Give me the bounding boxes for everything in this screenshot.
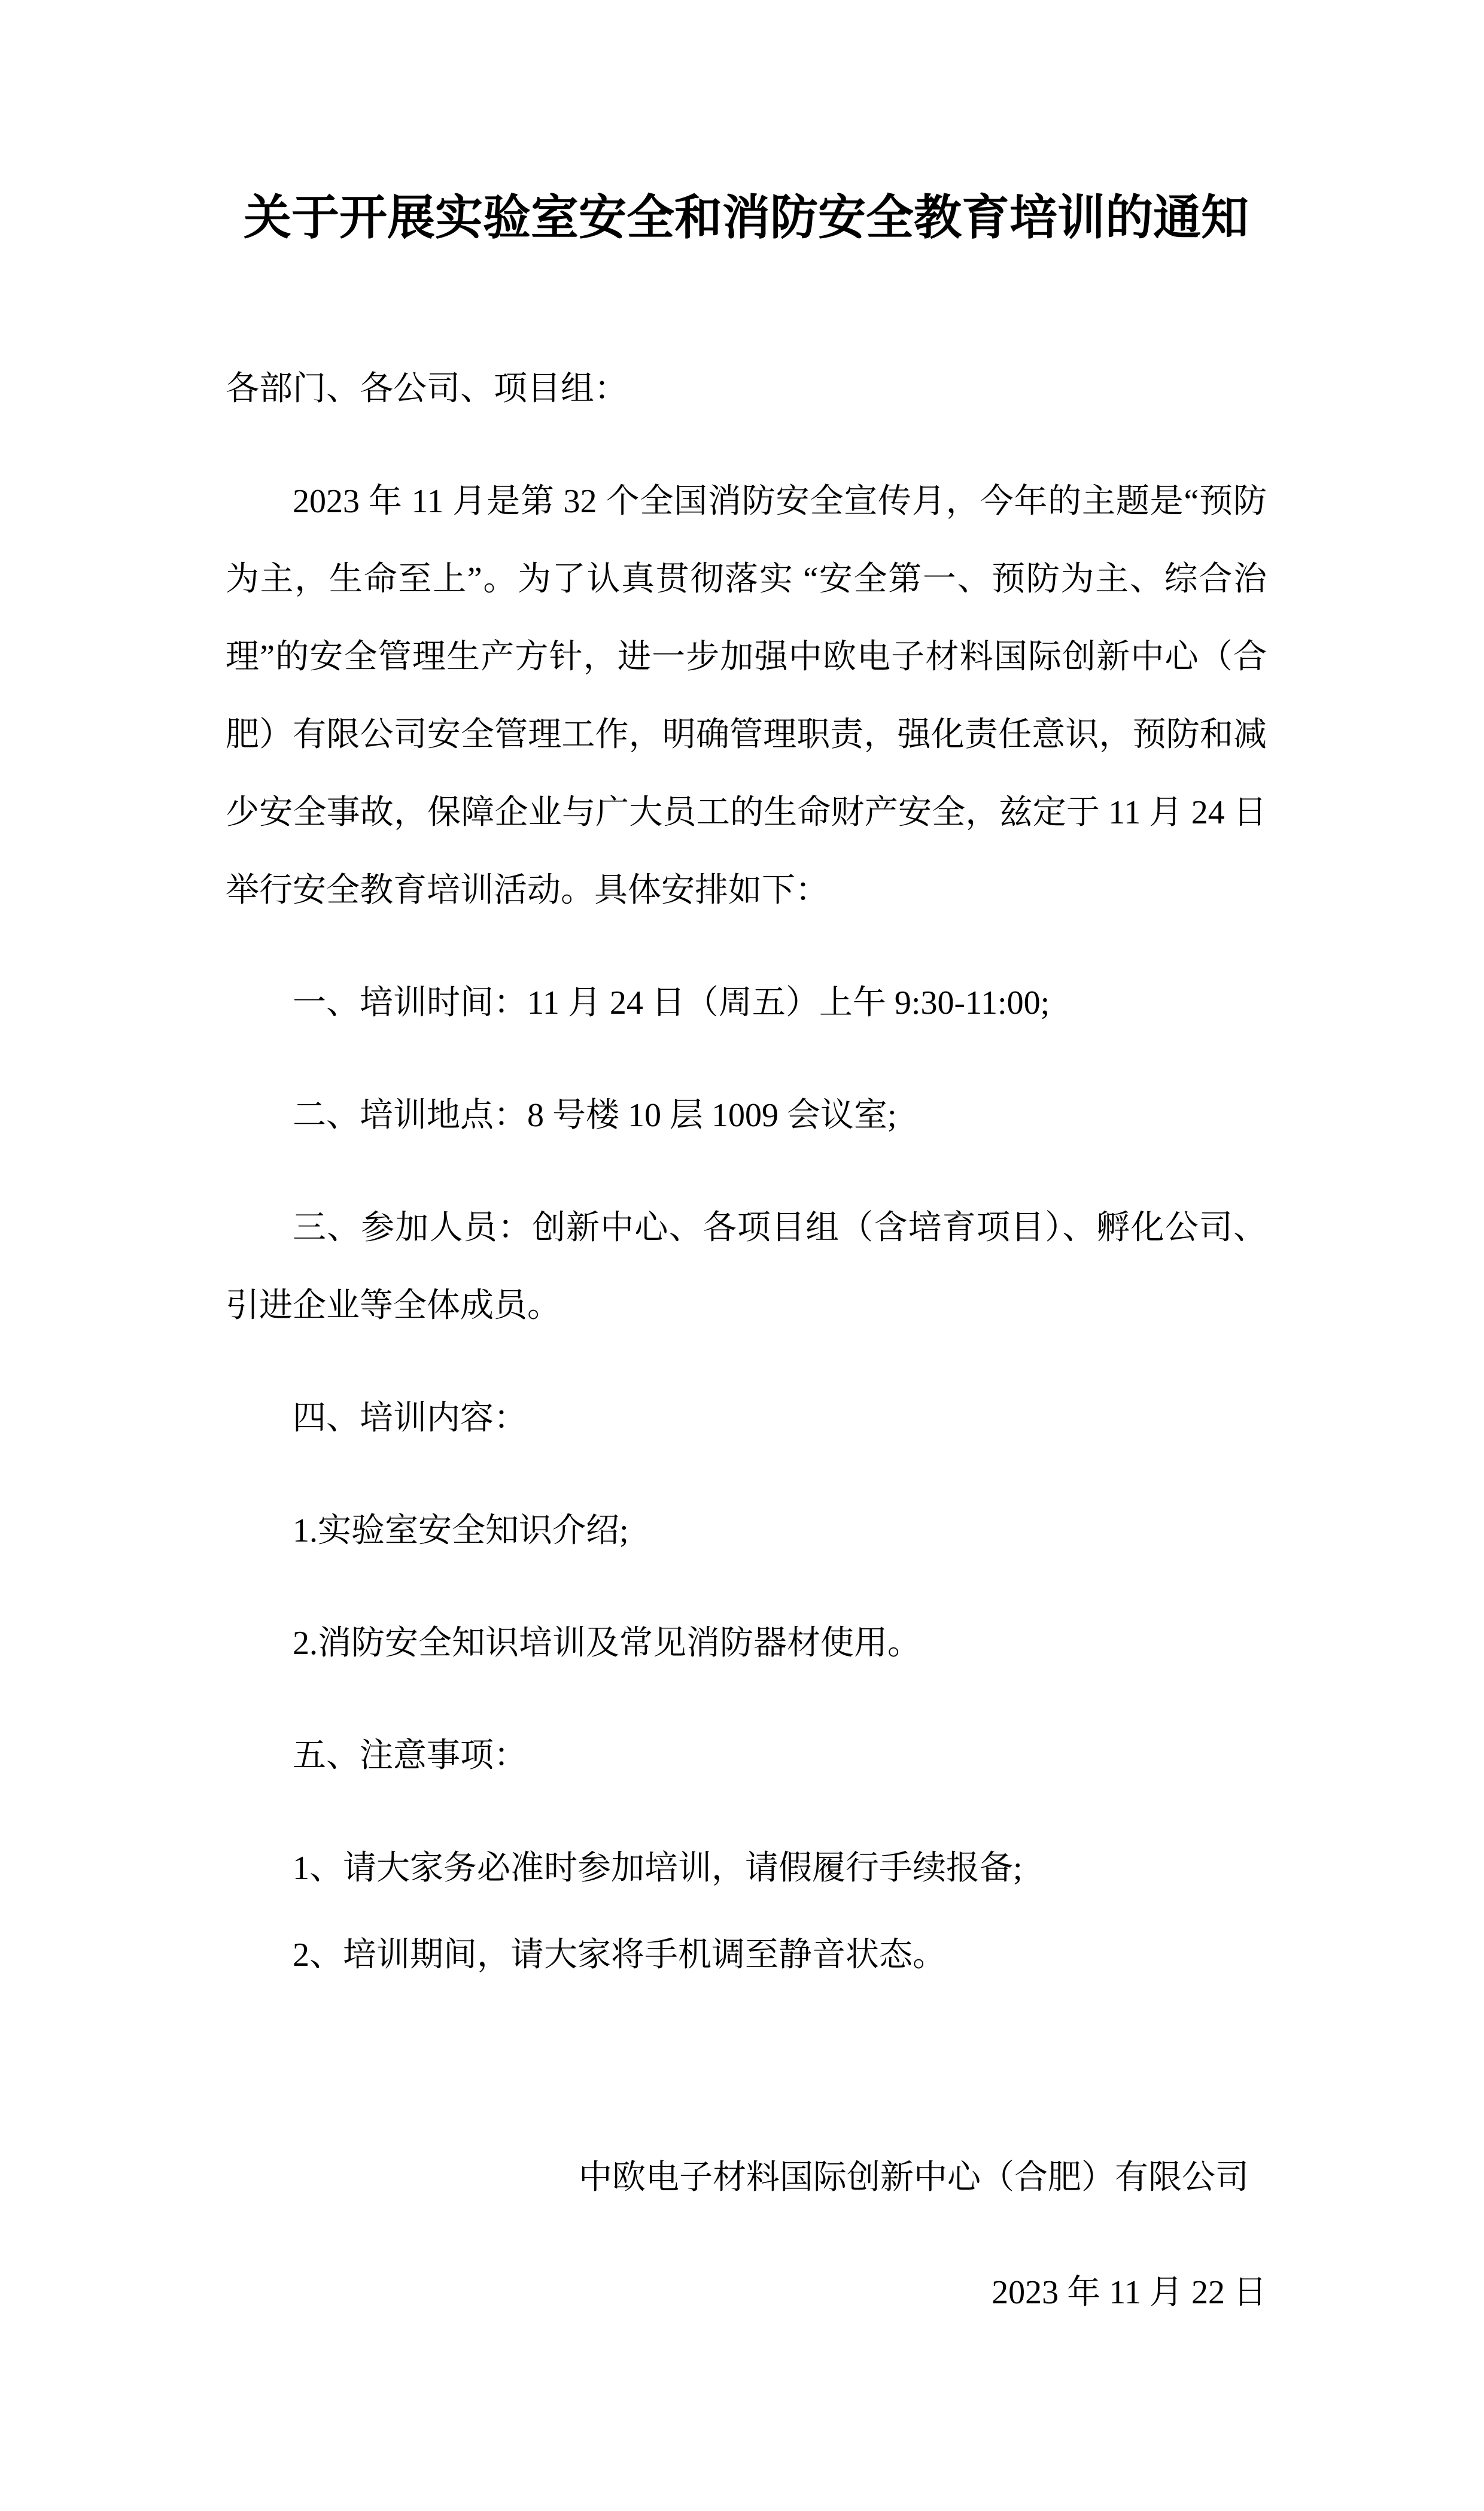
signature-company: 中欧电子材料国际创新中心（合肥）有限公司 [579, 2159, 1249, 2196]
signature-date: 2023 年 11 月 22 日 [992, 2274, 1267, 2311]
content-item-lab-safety: 1.实验室安全知识介绍; [293, 1512, 629, 1549]
paragraph-intro: 2023 年 11 月是第 32 个全国消防安全宣传月，今年的主题是“预防为主，生命至上”。为了认真贯彻落实 “安全第一、预防为主、综合治理”的安全管理生产方针，进一步加强中欧电子材料国际创新中心（合肥）有限公司安全管理工作，明确管理职责，强化责任意识，预防和减少安全事故，保障企业与广大员工的生命财产安全，兹定于 11 月 24 日举行安全教育培训活动。具体安排如下： [226, 483, 1267, 909]
item-training-location: 二、培训地点：8 号楼 10 层 1009 会议室; [293, 1097, 897, 1134]
salutation-line: 各部门、各公司、项目组： [226, 370, 628, 408]
note-phone-silent: 2、培训期间，请大家将手机调至静音状态。 [293, 1937, 946, 1974]
item-training-time: 一、培训时间：11 月 24 日（周五）上午 9:30-11:00; [293, 984, 1050, 1022]
item-participants: 三、参加人员：创新中心、各项目组（含培育项目）、孵化公司、引进企业等全体成员。 [226, 1209, 1267, 1324]
item-training-content-heading: 四、培训内容： [293, 1400, 527, 1437]
note-attendance: 1、请大家务必准时参加培训，请假履行手续报备; [293, 1850, 1023, 1887]
item-notes-heading: 五、注意事项： [293, 1737, 527, 1774]
document-title: 关于开展实验室安全和消防安全教育培训的通知 [244, 192, 1249, 245]
content-item-fire-safety: 2.消防安全知识培训及常见消防器材使用。 [293, 1625, 921, 1662]
